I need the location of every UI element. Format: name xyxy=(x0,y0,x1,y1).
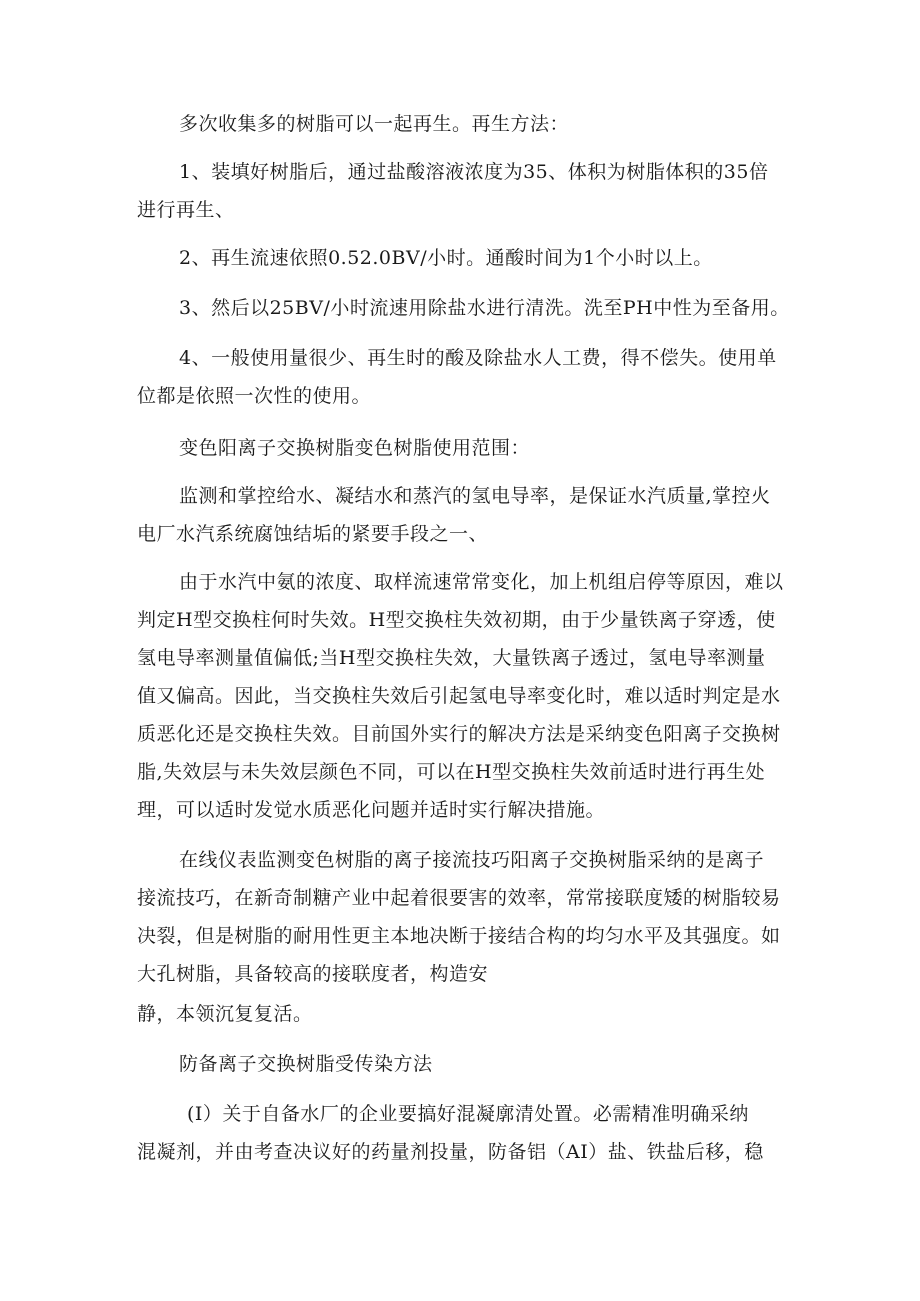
text-line: 在线仪表监测变色树脂的离子接流技巧阳离子交换树脂采纳的是离子 xyxy=(179,849,765,871)
text-line: 大孔树脂，具备较高的接联度者，构造安 xyxy=(137,963,489,985)
text-line: (I）关于自备水厂的企业要搞好混凝廓清处置。必需精准明确采纳 xyxy=(187,1103,749,1125)
text-line: 多次收集多的树脂可以一起再生。再生方法： xyxy=(179,113,570,135)
text-line: 理，可以适时发觉水质恶化问题并适时实行解决措施。 xyxy=(137,799,606,821)
text-line: 变色阳离子交换树脂变色树脂使用范围： xyxy=(179,437,531,459)
text-line: 2、再生流速依照0.52.0BV/小时。通酸时间为1个小时以上。 xyxy=(179,247,713,269)
text-line: 混凝剂，并由考查决议好的药量剂投量，防备铝（AI）盐、铁盐后移，稳 xyxy=(137,1141,764,1163)
text-line: 进行再生、 xyxy=(137,199,235,221)
text-line: 值又偏高。因此，当交换柱失效后引起氢电导率变化时，难以适时判定是水 xyxy=(137,685,781,707)
text-line: 电厂水汽系统腐蚀结垢的紧要手段之一、 xyxy=(137,523,489,545)
text-line: 4、一般使用量很少、再生时的酸及除盐水人工费，得不偿失。使用单 xyxy=(179,347,777,369)
text-line: 静，本领沉复复活。 xyxy=(137,1003,313,1025)
text-line: 脂,失效层与未失效层颜色不同，可以在H型交换柱失效前适时进行再生处 xyxy=(137,761,766,783)
text-line: 氢电导率测量值偏低;当H型交换柱失效，大量铁离子透过，氢电导率测量 xyxy=(137,647,766,669)
text-line: 决裂，但是树脂的耐用性更主本地决断于接结合构的均匀水平及其强度。如 xyxy=(137,925,781,947)
text-line: 3、然后以25BV/小时流速用除盐水进行清洗。洗至PH中性为至备用。 xyxy=(179,297,790,319)
text-line: 由于水汽中氨的浓度、取样流速常常变化，加上机组启停等原因，难以 xyxy=(179,571,784,593)
text-line: 接流技巧，在新奇制糖产业中起着很要害的效率，常常接联度矮的树脂较易 xyxy=(137,887,781,909)
text-line: 质恶化还是交换柱失效。目前国外实行的解决方法是采纳变色阳离子交换树 xyxy=(137,723,781,745)
text-line: 监测和掌控给水、凝结水和蒸汽的氢电导率，是保证水汽质量,掌控火 xyxy=(179,485,771,507)
text-line: 防备离子交换树脂受传染方法 xyxy=(179,1053,433,1075)
text-line: 1、装填好树脂后，通过盐酸溶液浓度为35、体积为树脂体积的35倍 xyxy=(179,161,769,183)
text-line: 位都是依照一次性的使用。 xyxy=(137,385,372,407)
text-line: 判定H型交换柱何时失效。H型交换柱失效初期，由于少量铁离子穿透，使 xyxy=(137,609,776,631)
